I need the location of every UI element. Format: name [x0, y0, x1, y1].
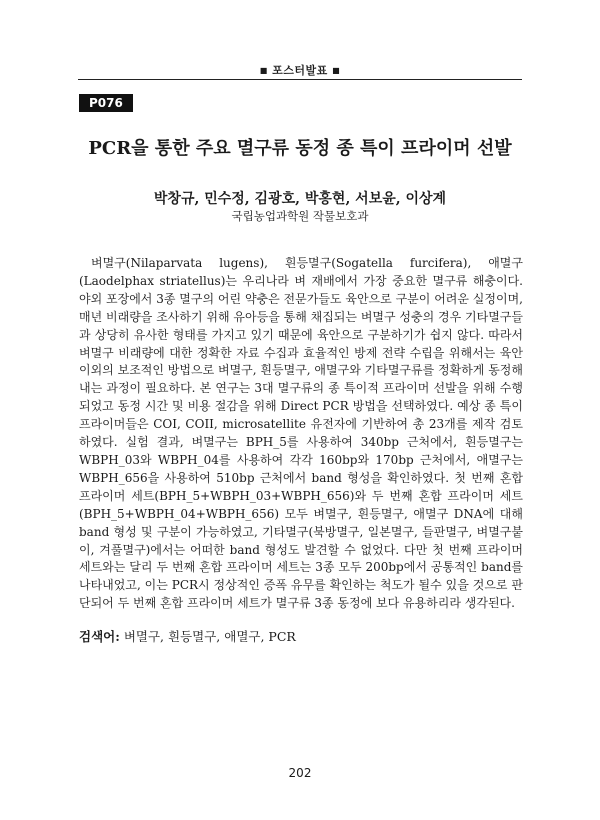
keywords-values: 벼멸구, 흰등멸구, 애멸구, PCR — [123, 629, 296, 644]
section-label: 포스터발표 — [272, 64, 328, 77]
keywords — [79, 627, 523, 645]
square-marker-icon: ■ — [259, 66, 268, 75]
poster-code-badge: P076 — [79, 94, 133, 112]
author-list: 박창규, 민수정, 김광호, 박홍현, 서보윤, 이상계 — [153, 191, 447, 207]
page-number: 202 — [288, 766, 312, 780]
keywords-label: 검색어: — [79, 629, 120, 644]
paper-title: PCR을 통한 주요 멸구류 동정 종 특이 프라이머 선발 — [88, 138, 512, 159]
square-marker-icon: ■ — [332, 66, 341, 75]
affiliation: 국립농업과학원 작물보호과 — [231, 209, 369, 223]
header-rule — [78, 79, 522, 80]
abstract-body: 벼멸구(Nilaparvata lugens), 흰등멸구(Sogatella furcifera), 애멸구(Laodelphax striatellus)는 우리나라 벼 재배에서 가장 중요한 멸구류 해충이다. 야외 포장에서 3종 멸구의 어린 약충은 전문가들도 육안으로 구분이 어려운 실정이며, 매년 비래량을 조사하기 위해 유아등을 통해 채집되는 벼멸구 성충의 경우 기타멸구들과 상당히 유사한 형태를 가지고 있기 때문에 육안으로 구분하기가 쉽지 않다. 따라서 벼멸구 비래량에 대한 정확한 자료 수집과 효율적인 방제 전략 수립을 위해서는 육안 이외의 보조적인 방법으로 벼멸구, 흰등멸구, 애멸구와 기타멸구류를 정확하게 동정해 내는 과정이 필요하다. 본 연구는 3대 멸구류의 종 특이적 프라이머 선발을 위해 수행되었고 동정 시간 및 비용 절감을 위해 Direct PCR 방법을 선택하였다. 예상 종 특이 프라이머들은 COI, COII, microsatellite 유전자에 기반하여 총 23개를 제작 검토하였다. 실험 결과, 벼멸구는 BPH_5를 사용하여 340bp 근처에서, 흰등멸구는 WBPH_03와 WBPH_04를 사용하여 각각 160bp와 170bp 근처에서, 애멸구는 WBPH_656을 사용하여 510bp 근처에서 band 형성을 확인하였다. 첫 번째 혼합 프라이머 세트(BPH_5+WBPH_03+WBPH_656)와 두 번째 혼합 프라이머 세트(BPH_5+WBPH_04+WBPH_656) 모두 벼멸구, 흰등멸구, 애멸구 DNA에 대해 band 형성 및 구분이 가능하였고, 기타멸구(북방멸구, 일본멸구, 들판멸구, 벼멸구붙이, 겨풀멸구)에서는 어떠한 band 형성도 발견할 수 없었다. 다만 첫 번째 프라이머 세트와는 달리 두 번째 혼합 프라이머 세트는 3종 모두 200bp에서 공통적인 band를 나타내었고, 이는 PCR시 정상적인 증폭 유무를 확인하는 척도가 될수 있을 것으로 판단되어 두 번째 혼합 프라이머 세트가 멸구류 3종 동정에 보다 유용하리라 생각된다. — [79, 256, 523, 611]
section-header — [0, 62, 600, 78]
